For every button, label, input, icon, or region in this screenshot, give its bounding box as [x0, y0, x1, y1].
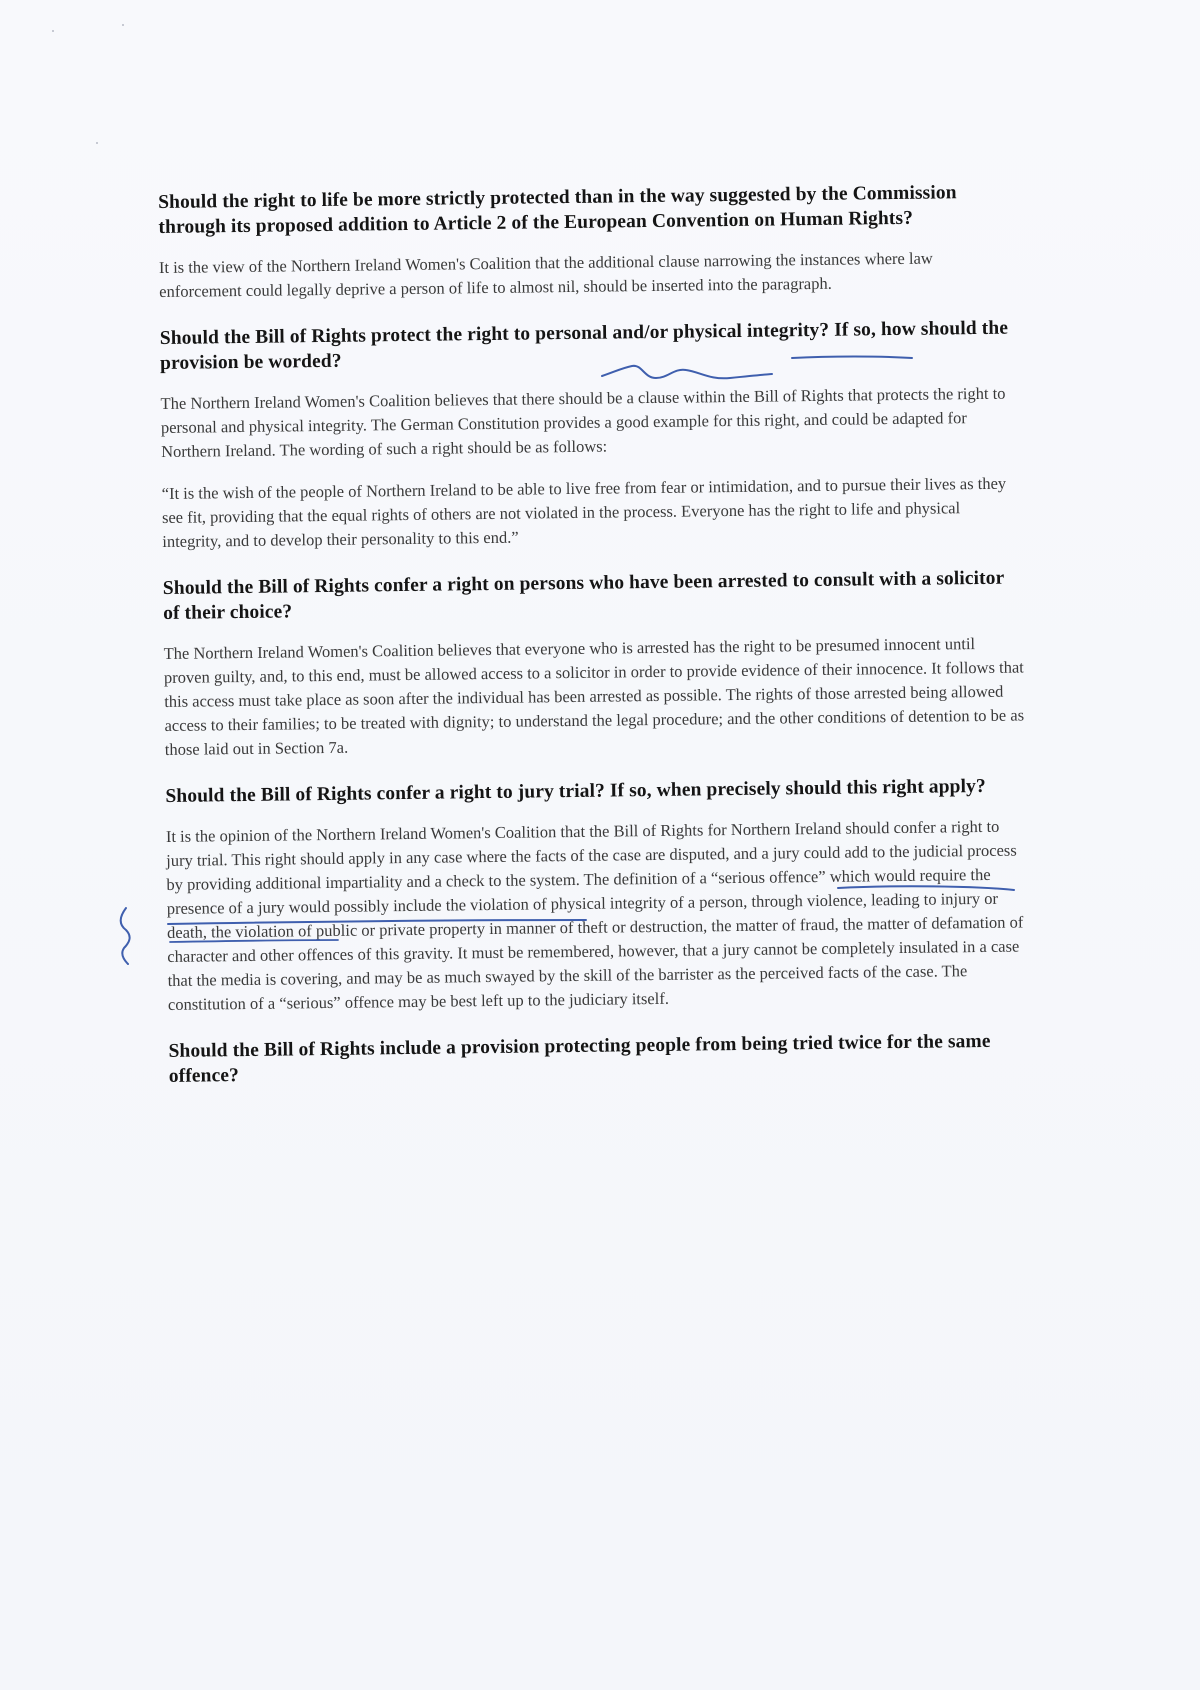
section-jury-trial: [165, 773, 1028, 1016]
scan-speck: [122, 24, 124, 26]
section-right-to-life: [158, 179, 1019, 303]
scan-speck: [96, 142, 98, 144]
question-heading: Should the Bill of Rights confer a right on persons who have been arrested to consult with a solicitor of their choice?: [162, 567, 1005, 624]
quoted-provision: “It is the wish of the people of Northern Ireland to be able to live free from fear or intimidation, and to pursue their lives as they see fit, providing that the equal rights of others are not violated in the process. Everyone has the right to life and physical integrity, and to develop their personality to this end.”: [161, 473, 1007, 551]
document-body: [158, 179, 1029, 1104]
question-heading: Should the Bill of Rights include a provision protecting people from being tried twice for the same offence?: [168, 1030, 991, 1087]
question-heading: Should the right to life be more strictly protected than in the way suggested by the Commission through its proposed addition to Article 2 of the European Convention on Human Rights?: [158, 182, 957, 238]
scan-speck: [52, 30, 54, 32]
answer-paragraph: It is the view of the Northern Ireland Women's Coalition that the additional clause narrowing the instances where law enforcement could legally deprive a person of life to almost nil, should be inserted into the paragraph.: [158, 248, 933, 301]
answer-paragraph: The Northern Ireland Women's Coalition believes that there should be a clause within the Bill of Rights that protects the right to personal and physical integrity. The German Constitution provides a good example for this right, and could be adapted for Northern Ireland. The wording of such a right should be as follows:: [160, 383, 1006, 461]
section-double-jeopardy: [168, 1028, 1029, 1089]
pen-margin-squiggle: [112, 906, 142, 966]
section-personal-integrity: [160, 315, 1023, 553]
question-heading: Should the Bill of Rights protect the right to personal and/or physical integrity? If so, how should the provision be worded?: [159, 317, 1009, 374]
section-solicitor-access: [163, 565, 1025, 761]
answer-paragraph: The Northern Ireland Women's Coalition believes that everyone who is arrested has the right to be presumed innocent until proven guilty, and, to this end, must be allowed access to a solicitor in order to provide evidence of their innocence. It follows that this access must take place as soon after the individual has been arrested as possible. The rights of those arrested being allowed access to their families; to be treated with dignity; to understand the legal procedure; and the other conditions of detention to be as those laid out in Section 7a.: [163, 634, 1025, 759]
question-heading: Should the Bill of Rights confer a right to jury trial? If so, when precisely should this right apply?: [165, 775, 986, 807]
answer-paragraph: It is the opinion of the Northern Ireland Women's Coalition that the Bill of Rights for Northern Ireland should confer a right to jury trial. This right should apply in any case where the facts of the case are disputed, and a jury could add to the judicial process by providing additional impartiality and a check to the system. The definition of a “serious offence” which would require the presence of a jury would possibly include the violation of physical integrity of a person, through violence, leading to injury or death, the violation of public or private property in manner of theft or destruction, the matter of fraud, the matter of defamation of character and other offences of this gravity. It must be remembered, however, that a jury cannot be completely insulated in a case that the media is covering, and may be as much swayed by the skill of the barrister as the perceived facts of the case. The constitution of a “serious” offence may be best left up to the judiciary itself.: [165, 816, 1024, 1014]
